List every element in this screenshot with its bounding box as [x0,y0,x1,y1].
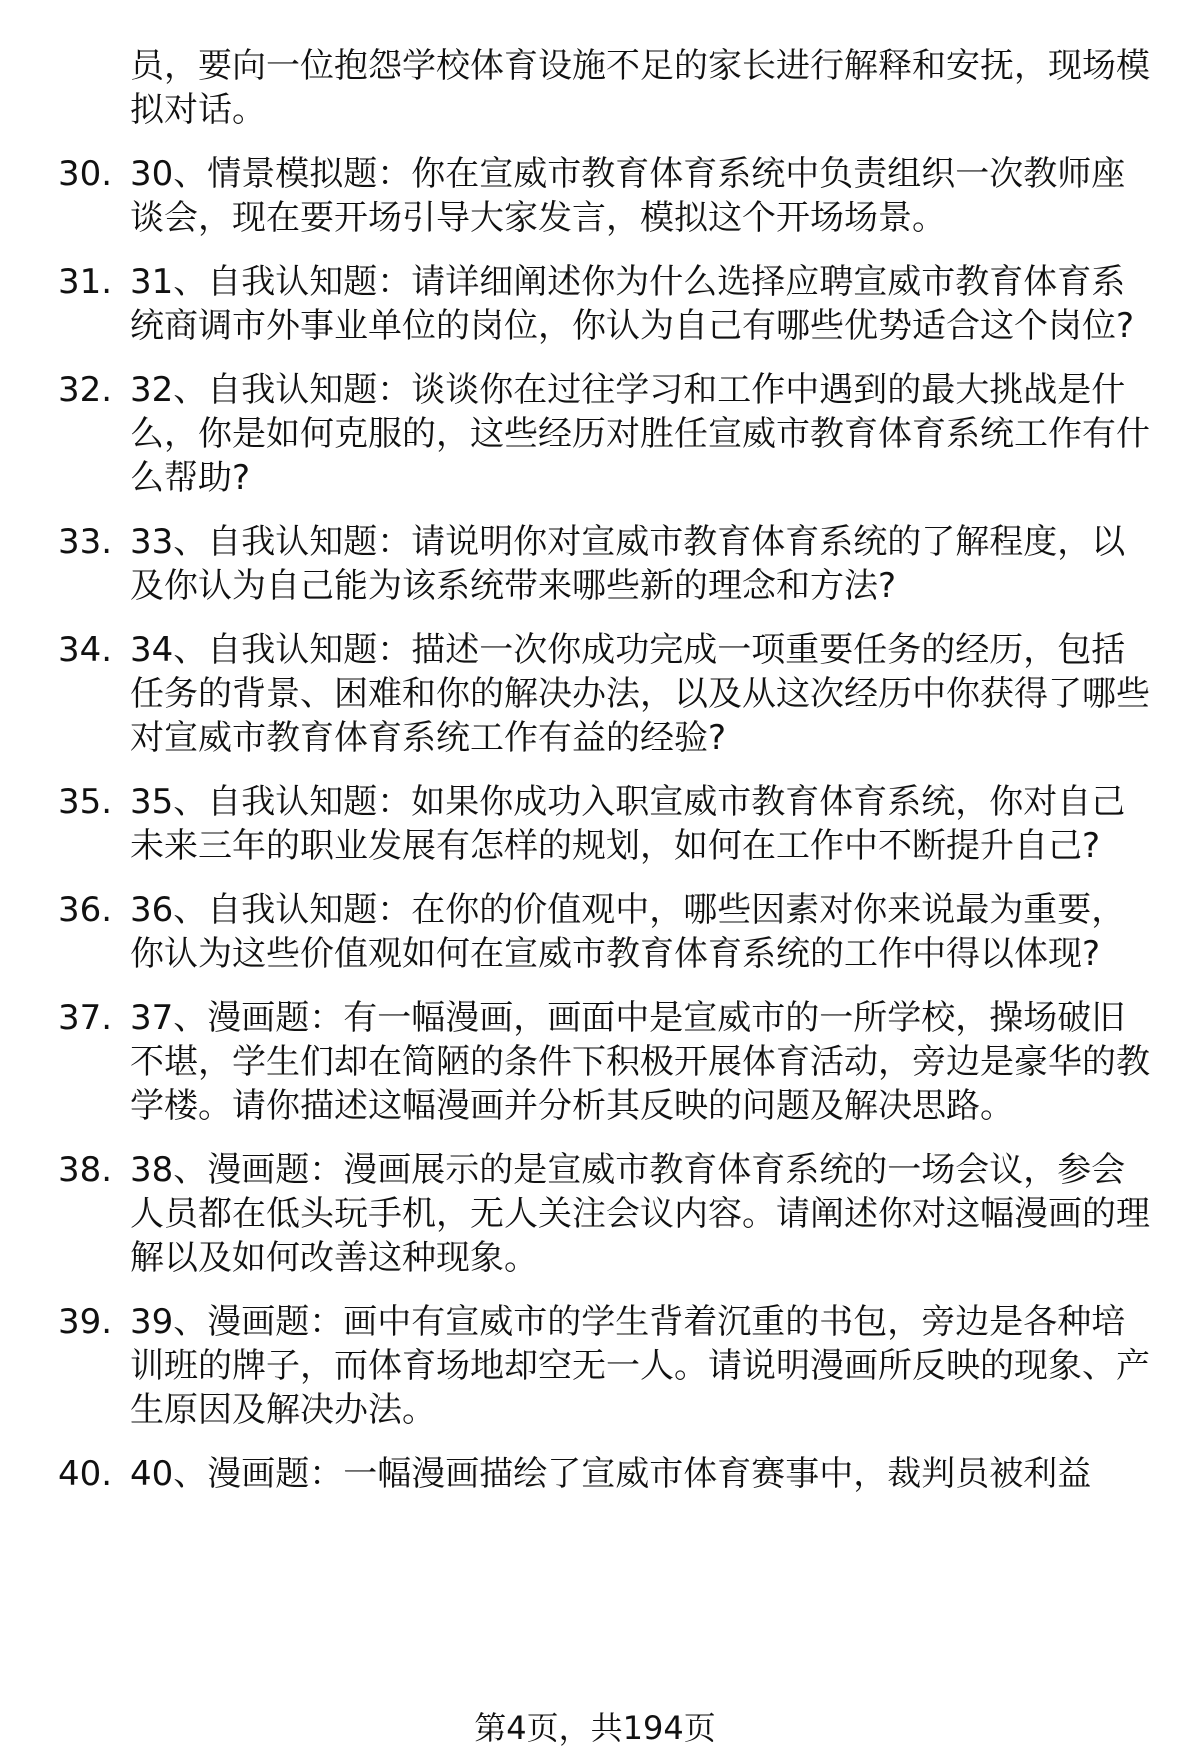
list-item [58,1148,1158,1280]
item-number: 31. [58,262,113,302]
page-footer: 第4页，共194页 [474,1709,716,1747]
item-text: 33、自我认知题：请说明你对宣威市教育体育系统的了解程度，以及你认为自己能为该系统带来哪些新的理念和方法? [130,522,1126,606]
item-number: 37. [58,998,113,1038]
list-item [58,888,1158,976]
list-item [58,368,1158,500]
list-item [58,520,1158,608]
list-item [58,628,1158,760]
item-number: 32. [58,370,113,410]
list-item [58,1300,1158,1432]
list-item [58,1452,1158,1496]
list-item [58,780,1158,868]
item-text: 35、自我认知题：如果你成功入职宣威市教育体育系统，你对自己未来三年的职业发展有怎样的规划，如何在工作中不断提升自己? [130,782,1126,866]
item-number: 30. [58,154,113,194]
item-text: 30、情景模拟题：你在宣威市教育体育系统中负责组织一次教师座谈会，现在要开场引导大家发言，模拟这个开场场景。 [130,154,1126,238]
item-text: 39、漫画题：画中有宣威市的学生背着沉重的书包，旁边是各种培训班的牌子，而体育场地却空无一人。请说明漫画所反映的现象、产生原因及解决办法。 [130,1302,1150,1430]
item-text: 员，要向一位抱怨学校体育设施不足的家长进行解释和安抚，现场模拟对话。 [130,46,1150,130]
item-number: 36. [58,890,113,930]
item-number: 33. [58,522,113,562]
item-text: 38、漫画题：漫画展示的是宣威市教育体育系统的一场会议，参会人员都在低头玩手机，无人关注会议内容。请阐述你对这幅漫画的理解以及如何改善这种现象。 [130,1150,1150,1278]
list-item [58,996,1158,1128]
item-number: 35. [58,782,113,822]
list-item [58,152,1158,240]
item-number: 39. [58,1302,113,1342]
item-number: 34. [58,630,113,670]
item-text: 31、自我认知题：请详细阐述你为什么选择应聘宣威市教育体育系统商调市外事业单位的岗位，你认为自己有哪些优势适合这个岗位? [130,262,1135,346]
item-number: 38. [58,1150,113,1190]
item-text: 36、自我认知题：在你的价值观中，哪些因素对你来说最为重要，你认为这些价值观如何在宣威市教育体育系统的工作中得以体现? [130,890,1126,974]
item-text: 40、漫画题：一幅漫画描绘了宣威市体育赛事中，裁判员被利益 [130,1454,1092,1494]
item-text: 32、自我认知题：谈谈你在过往学习和工作中遇到的最大挑战是什么，你是如何克服的，这些经历对胜任宣威市教育体育系统工作有什么帮助? [130,370,1150,498]
item-number: 40. [58,1454,113,1494]
list-item [58,260,1158,348]
item-text: 37、漫画题：有一幅漫画，画面中是宣威市的一所学校，操场破旧不堪，学生们却在简陋的条件下积极开展体育活动，旁边是豪华的教学楼。请你描述这幅漫画并分析其反映的问题及解决思路。 [130,998,1150,1126]
question-list [58,44,1158,1516]
list-item-continuation [58,44,1158,132]
item-text: 34、自我认知题：描述一次你成功完成一项重要任务的经历，包括任务的背景、困难和你的解决办法，以及从这次经历中你获得了哪些对宣威市教育体育系统工作有益的经验? [130,630,1150,758]
